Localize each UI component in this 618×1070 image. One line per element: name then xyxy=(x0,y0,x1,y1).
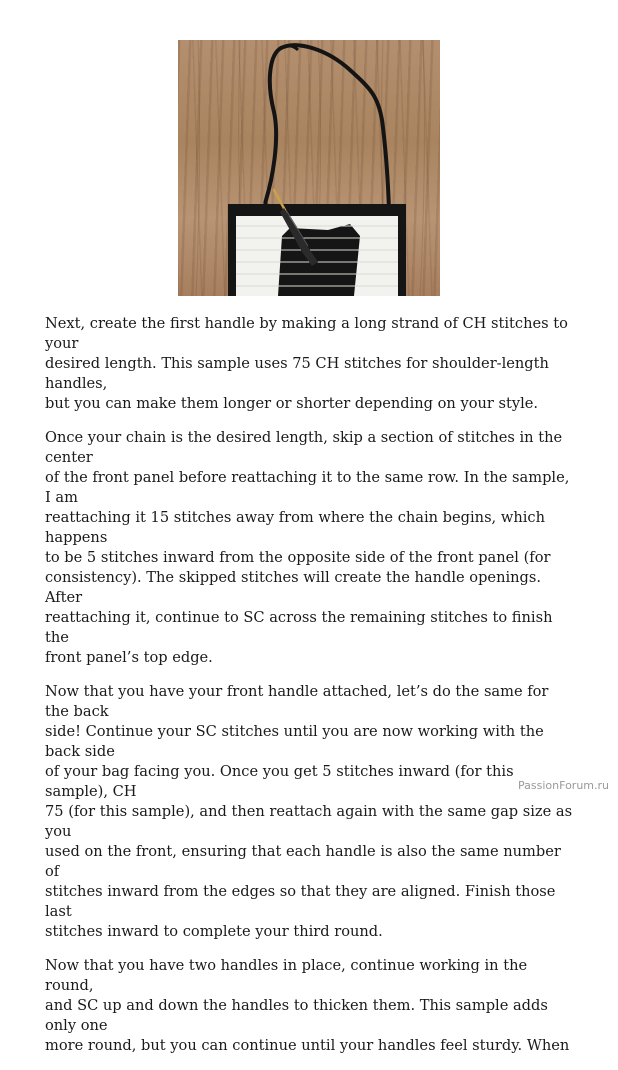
crochet-bag-handle-photo-icon xyxy=(178,40,440,296)
paragraph-3: Now that you have your front handle attached, let’s do the same for the back side! Continue your SC stitches until you are now working with the back side of your bag facing you. Once you get 5 stitches inward (for this sample), CH 75 (for this sample), and then reattach again with the same gap size as you used on the front, ensuring that each handle is also the same number of stitches inward from the edges so that they are aligned. Finish those last stitches inward to complete your third round. xyxy=(45,683,573,940)
paragraph-1: Next, create the first handle by making a long strand of CH stitches to your desired length. This sample uses 75 CH stitches for shoulder-length handles, but you can make them longer or shorter depending on your style. xyxy=(45,315,568,412)
watermark: PassionForum.ru xyxy=(518,779,609,792)
crochet-bag-photo xyxy=(178,40,440,296)
instruction-text xyxy=(45,314,575,1070)
paragraph-2: Once your chain is the desired length, skip a section of stitches in the center of the front panel before reattaching it to the same row. In the sample, I am reattaching it 15 stitches away from where the chain begins, which happens to be 5 stitches inward from the opposite side of the front panel (for consistency). The skipped stitches will create the handle openings. After reattaching it, continue to SC across the remaining stitches to finish the front panel’s top edge. xyxy=(45,429,570,666)
paragraph-4: Now that you have two handles in place, continue working in the round, and SC up and down the handles to thicken them. This sample adds only one more round, but you can continue until your handles feel sturdy. When xyxy=(45,957,570,1054)
